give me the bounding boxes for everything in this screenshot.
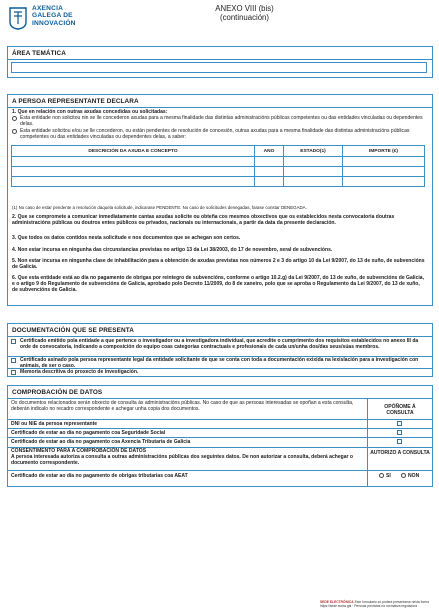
cell-input[interactable] bbox=[12, 167, 255, 177]
cell-input[interactable] bbox=[343, 177, 425, 187]
verification-title: COMPROBACIÓN DE DATOS bbox=[12, 389, 103, 396]
verify-row-2-label: Certificado de estar ao día no pagamento coa Seguridade Social bbox=[11, 430, 166, 436]
divider bbox=[8, 419, 432, 420]
consent-text: A persoa interesada autoriza a consulta a outras administracións públicas dos seguintes datos. De non autorizar a consulta, deberá achegar o documento correspondente. bbox=[11, 454, 353, 467]
doc-2-checkbox[interactable] bbox=[11, 358, 16, 363]
footer-line-2: https://sede.xunta.gal · Persoas previstas na normativa reguladora bbox=[319, 604, 418, 608]
col-description: DESCRICIÓN DA AXUDA E CONCEPTO bbox=[12, 146, 255, 157]
verification-section bbox=[7, 385, 433, 487]
divider bbox=[8, 398, 432, 399]
divider bbox=[8, 336, 432, 337]
table-row bbox=[12, 167, 425, 177]
table-row bbox=[12, 157, 425, 167]
area-input[interactable] bbox=[11, 62, 427, 73]
divider bbox=[8, 428, 432, 429]
cell-input[interactable] bbox=[12, 177, 255, 187]
footer bbox=[320, 600, 429, 608]
divider bbox=[8, 437, 432, 438]
footer-sede: SEDE ELECTRÓNICA bbox=[319, 600, 354, 604]
verify-row-3-label: Certificado de estar ao día no pagamento coa Axencia Tributaria de Galicia bbox=[11, 439, 191, 445]
area-title: ÁREA TEMÁTICA bbox=[12, 50, 66, 57]
consent-yes-radio[interactable] bbox=[379, 473, 384, 478]
aid-table-header bbox=[12, 146, 425, 157]
divider bbox=[8, 59, 432, 60]
cell-input[interactable] bbox=[284, 157, 343, 167]
option-2-radio[interactable] bbox=[12, 129, 17, 134]
cell-input[interactable] bbox=[255, 157, 284, 167]
verify-row-3-checkbox[interactable] bbox=[397, 439, 402, 444]
column-divider bbox=[367, 398, 368, 486]
verification-intro: Os documentos relacionados serán obxecto de consulta ás administracións públicas. No caso de que as persoas interesadas se opoñan a esta consulta, deberán indicalo no recadro correspondente e achegar unha copia dos documentos. bbox=[11, 400, 354, 413]
annex-subtitle: (continuación) bbox=[220, 13, 269, 22]
option-1-radio[interactable] bbox=[12, 116, 17, 121]
doc-2-text: Certificado asinado pola persoa representante legal da entidade solicitante de que se conta con toda a documentación exixida na lexislación para a investigación con animais, de ser o caso. bbox=[20, 357, 419, 370]
divider bbox=[8, 470, 432, 471]
annex-heading bbox=[0, 4, 439, 22]
doc-1-text: Certificado emitido pola entidade a que pertence o investigador ou a investigadora individual, que acredite o cumprimento dos requisitos establecidos no anexo III da orde de convocatoria, indicando a composición do equipo coas categorías contractuais e profesionais de cada un/unha dos/das seus/súas membros. bbox=[20, 338, 419, 351]
logo-line-2: GALEGA DE bbox=[32, 12, 73, 20]
cell-input[interactable] bbox=[12, 157, 255, 167]
logo-line-1: AXENCIA bbox=[32, 5, 64, 12]
option-2-text: Esta entidade solicitou e/ou se lle concederon, ou están pendentes de resolución de concesión, outras axudas para a mesma finalidade das distintas administracións públicas competentes ou das entidades vinculadas ou dependentes delas, a saber: bbox=[20, 128, 410, 141]
option-1-text: Esta entidade non solicitou nin se lle concederon axudas para a mesma finalidade das distintas administracións públicas competentes ou das entidades vinculadas ou dependentes delas. bbox=[20, 115, 423, 128]
doc-3-text: Memoria descritiva do proxecto de investigación. bbox=[20, 369, 139, 375]
cell-input[interactable] bbox=[255, 167, 284, 177]
annex-title: ANEXO VIII (bis) bbox=[215, 4, 274, 13]
consent-no-radio[interactable] bbox=[401, 473, 406, 478]
verify-row-1-label: DNI ou NIE da persoa representante bbox=[11, 421, 98, 427]
documentation-title: DOCUMENTACIÓN QUE SE PRESENTA bbox=[12, 327, 134, 334]
representative-section bbox=[7, 94, 433, 306]
declaration-3: 3. Que todos os datos contidos nesta solicitude e nos documentos que se achegan son certos. bbox=[12, 235, 241, 241]
doc-1-checkbox[interactable] bbox=[11, 339, 16, 344]
declaration-4: 4. Non estar incursa en ningunha das circunstancias previstas no artigo 13 da Lei 38/2003, do 17 de novembro, xeral de subvencións. bbox=[12, 247, 333, 253]
declaration-2: 2. Que se compromete a comunicar inmediatamente cantas axudas solicite ou obteña cos mesmos obxectivos que os establecidos nesta convocatoria doutras administracións públicas ou doutros entes públicos ou privados, nacionais ou internacionais, a partir da data da presente declaración. bbox=[12, 214, 395, 227]
consent-title: CONSENTIMENTO PARA A COMPROBACIÓN DE DATOS bbox=[11, 448, 147, 454]
cell-input[interactable] bbox=[255, 177, 284, 187]
consent-no-label: NON bbox=[408, 473, 420, 479]
declaration-5: 5. Non estar incursa en ningunha clase de inhabilitación para a obtención de axudas previstas nos números 2 e 3 do artigo 10 da Lei 9/2007, do 13 de xuño, de subvencións de Galicia. bbox=[12, 258, 425, 271]
table-note: (1) No caso de estar pendente a resolución daquela solicitude, indicarase PENDENTE. No caso de solicitudes denegadas, farase constar DENEGADA. bbox=[12, 205, 307, 210]
cell-input[interactable] bbox=[284, 167, 343, 177]
aid-table bbox=[11, 145, 425, 187]
table-row bbox=[12, 177, 425, 187]
verify-row-2-checkbox[interactable] bbox=[397, 430, 402, 435]
divider bbox=[8, 107, 432, 108]
authorize-header: AUTORIZO A CONSULTA bbox=[370, 450, 430, 456]
documentation-section bbox=[7, 323, 433, 377]
consent-yes-label: SI bbox=[386, 473, 391, 479]
col-status: ESTADO(1) bbox=[284, 146, 343, 157]
doc-3-checkbox[interactable] bbox=[11, 370, 16, 375]
col-year: ANO bbox=[255, 146, 284, 157]
consent-row-label: Certificado de estar ao día no pagamento de obrigas tributarias coa AEAT bbox=[11, 473, 188, 479]
cell-input[interactable] bbox=[284, 177, 343, 187]
col-amount: IMPORTE (€) bbox=[343, 146, 425, 157]
representative-title: A PERSOA REPRESENTANTE DECLARA bbox=[12, 98, 139, 105]
verify-row-1-checkbox[interactable] bbox=[397, 421, 402, 426]
area-section bbox=[7, 46, 433, 78]
oppose-header: OPÓÑOME Á CONSULTA bbox=[384, 404, 416, 417]
logo-line-3: INNOVACIÓN bbox=[32, 19, 76, 27]
declaration-6: 6. Que esta entidade está ao día no pagamento de obrigas por reintegro de subvencións, conforme o artigo 10.2.g) da Lei 9/2007, do 13 de xuño, de subvencións de Galicia, e o artigo 9 do Regulamento de subvencións de Galicia, aprobado polo Decreto 11/2009, do 8 de xaneiro, polo que se aproba o Regulamento da Lei 9/2007, do 13 de xuño, de subvencións de Galicia. bbox=[12, 275, 424, 294]
footer-line-1: Este formulario só poderá presentarse nesta forma bbox=[354, 600, 429, 604]
cell-input[interactable] bbox=[343, 167, 425, 177]
cell-input[interactable] bbox=[343, 157, 425, 167]
question-1: 1. Que en relación con outras axudas concedidas ou solicitadas: bbox=[12, 109, 168, 115]
